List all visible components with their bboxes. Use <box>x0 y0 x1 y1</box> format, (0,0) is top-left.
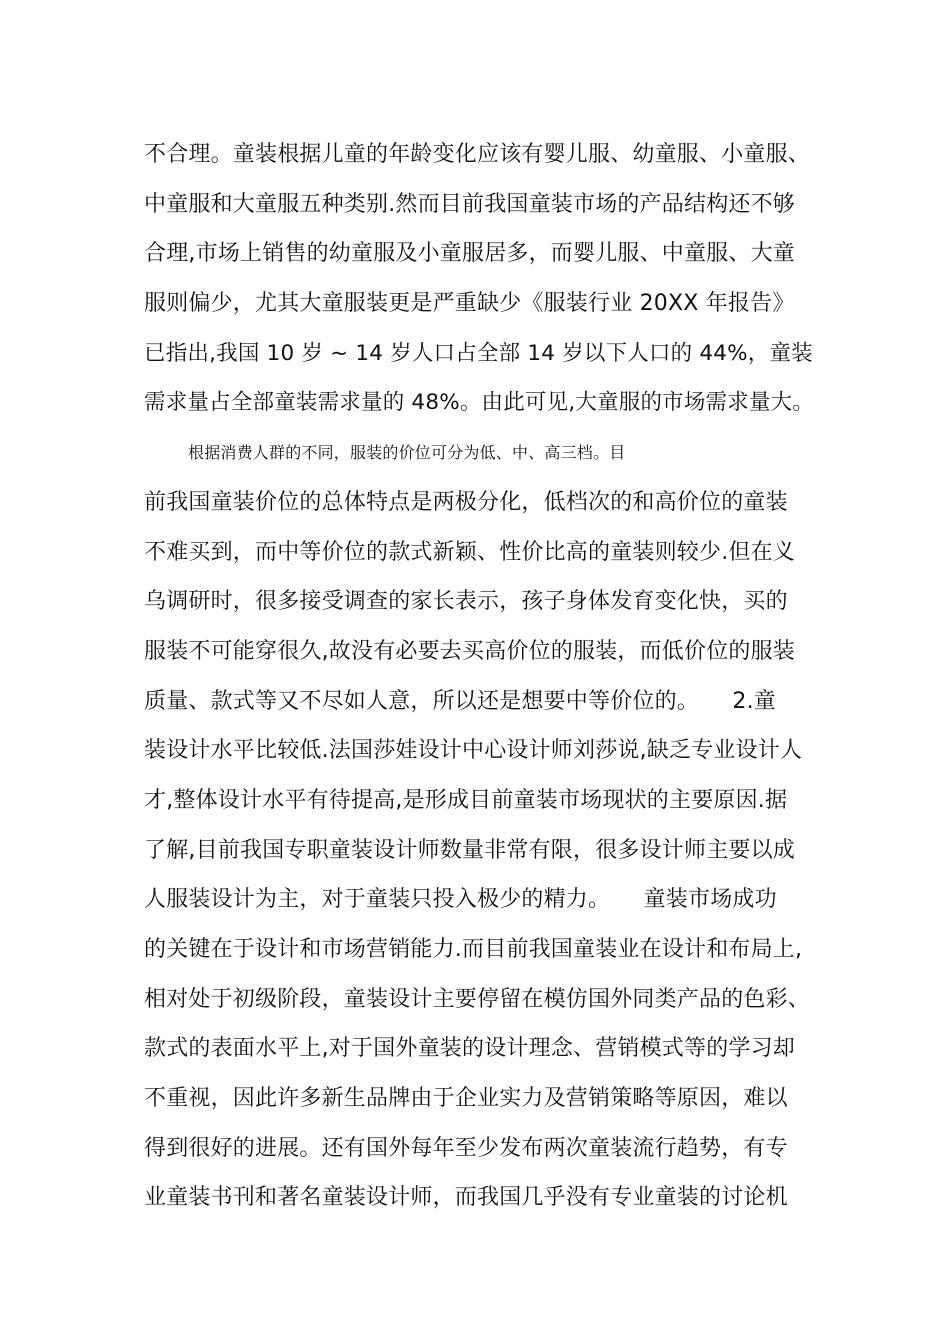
text-line: 款式的表面水平上,对于国外童装的设计理念、营销模式等的学习却 <box>144 1036 795 1062</box>
text-line: 服则偏少，尤其大童服装更是严重缺少《服装行业 20XX 年报告》 <box>144 291 795 317</box>
text-line: 了解,目前我国专职童装设计师数量非常有限，很多设计师主要以成 <box>144 837 795 863</box>
text-line: 合理,市场上销售的幼童服及小童服居多，而婴儿服、中童服、大童 <box>144 241 795 267</box>
text-line: 才,整体设计水平有待提高,是形成目前童装市场现状的主要原因.据 <box>144 787 788 813</box>
text-line: 前我国童装价位的总体特点是两极分化，低档次的和高价位的童装 <box>144 489 788 515</box>
text-line: 的关键在于设计和市场营销能力.而目前我国童装业在设计和布局上, <box>144 937 803 962</box>
text-line: 质量、款式等又不尽如人意，所以还是想要中等价位的。 2.童 <box>144 688 776 714</box>
text-line: 已指出,我国 10 岁 ~ 14 岁人口占全部 14 岁以下人口的 44%，童装 <box>144 340 813 366</box>
text-line: 根据消费人群的不同，服装的价位可分为低、中、高三档。目 <box>188 443 626 463</box>
body-text <box>144 130 824 1223</box>
text-line: 服装不可能穿很久,故没有必要去买高价位的服装，而低价位的服装 <box>144 638 795 664</box>
text-line: 中童服和大童服五种类别.然而目前我国童装市场的产品结构还不够 <box>144 191 795 217</box>
text-line: 装设计水平比较低.法国莎娃设计中心设计师刘莎说,缺乏专业设计人 <box>144 738 803 764</box>
text-line: 不合理。童装根据儿童的年龄变化应该有婴儿服、幼童服、小童服、 <box>144 142 811 167</box>
text-line: 不难买到，而中等价位的款式新颖、性价比高的童装则较少.但在义 <box>144 539 795 565</box>
text-line: 乌调研时，很多接受调查的家长表示，孩子身体发育变化快，买的 <box>144 589 788 615</box>
text-line: 业童装书刊和著名童装设计师，而我国几乎没有专业童装的讨论机 <box>144 1185 788 1211</box>
text-line: 人服装设计为主，对于童装只投入极少的精力。 童装市场成功 <box>144 887 777 913</box>
text-line: 不重视，因此许多新生品牌由于企业实力及营销策略等原因，难以 <box>144 1086 788 1112</box>
text-line: 相对处于初级阶段，童装设计主要停留在模仿国外同类产品的色彩、 <box>144 986 811 1012</box>
text-line: 得到很好的进展。还有国外每年至少发布两次童装流行趋势，有专 <box>144 1135 788 1161</box>
text-line: 需求量占全部童装需求量的 48%。由此可见,大童服的市场需求量大。 <box>144 390 815 416</box>
